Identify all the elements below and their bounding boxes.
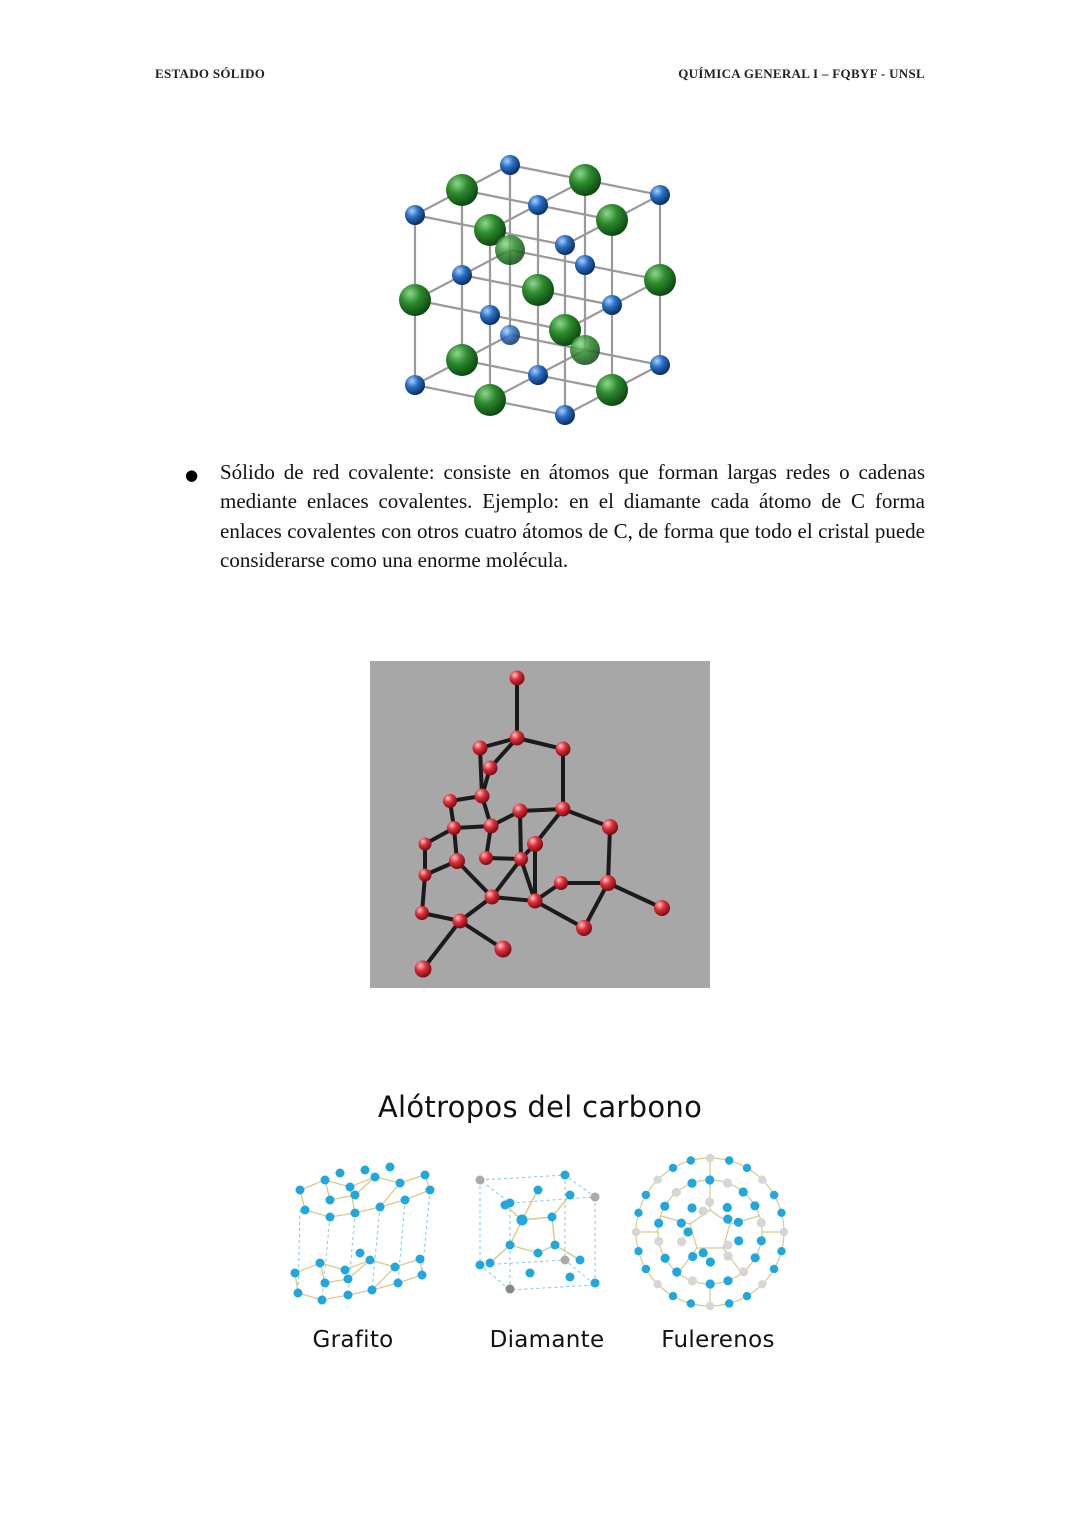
ionic-lattice-illustration [380, 135, 700, 455]
header-right: QUÍMICA GENERAL I – FQBYF - UNSL [678, 66, 925, 81]
bullet-text: Sólido de red covalente: consiste en átomos que forman largas redes o cadenas mediante enlaces covalentes. Ejemplo: en el diamante cada átomo de C forma enlaces covalentes con otros cuatro átomos de C, de forma que todo el cristal puede considerarse como una enorme molécula. [220, 460, 925, 572]
diamond-network-illustration [370, 661, 710, 988]
label-grafito: Grafito [312, 1327, 394, 1353]
allotropes-title: Alótropos del carbono [377, 1090, 703, 1124]
fullerene-illustration [625, 1148, 795, 1316]
graphite-illustration [280, 1155, 440, 1305]
bullet-item [185, 458, 925, 575]
diamond-cubic-illustration [470, 1165, 610, 1295]
header-left: ESTADO SÓLIDO [155, 66, 266, 81]
bullet-icon: ● [185, 466, 199, 484]
label-fulerenos: Fulerenos [661, 1327, 775, 1353]
label-diamante: Diamante [489, 1327, 605, 1353]
